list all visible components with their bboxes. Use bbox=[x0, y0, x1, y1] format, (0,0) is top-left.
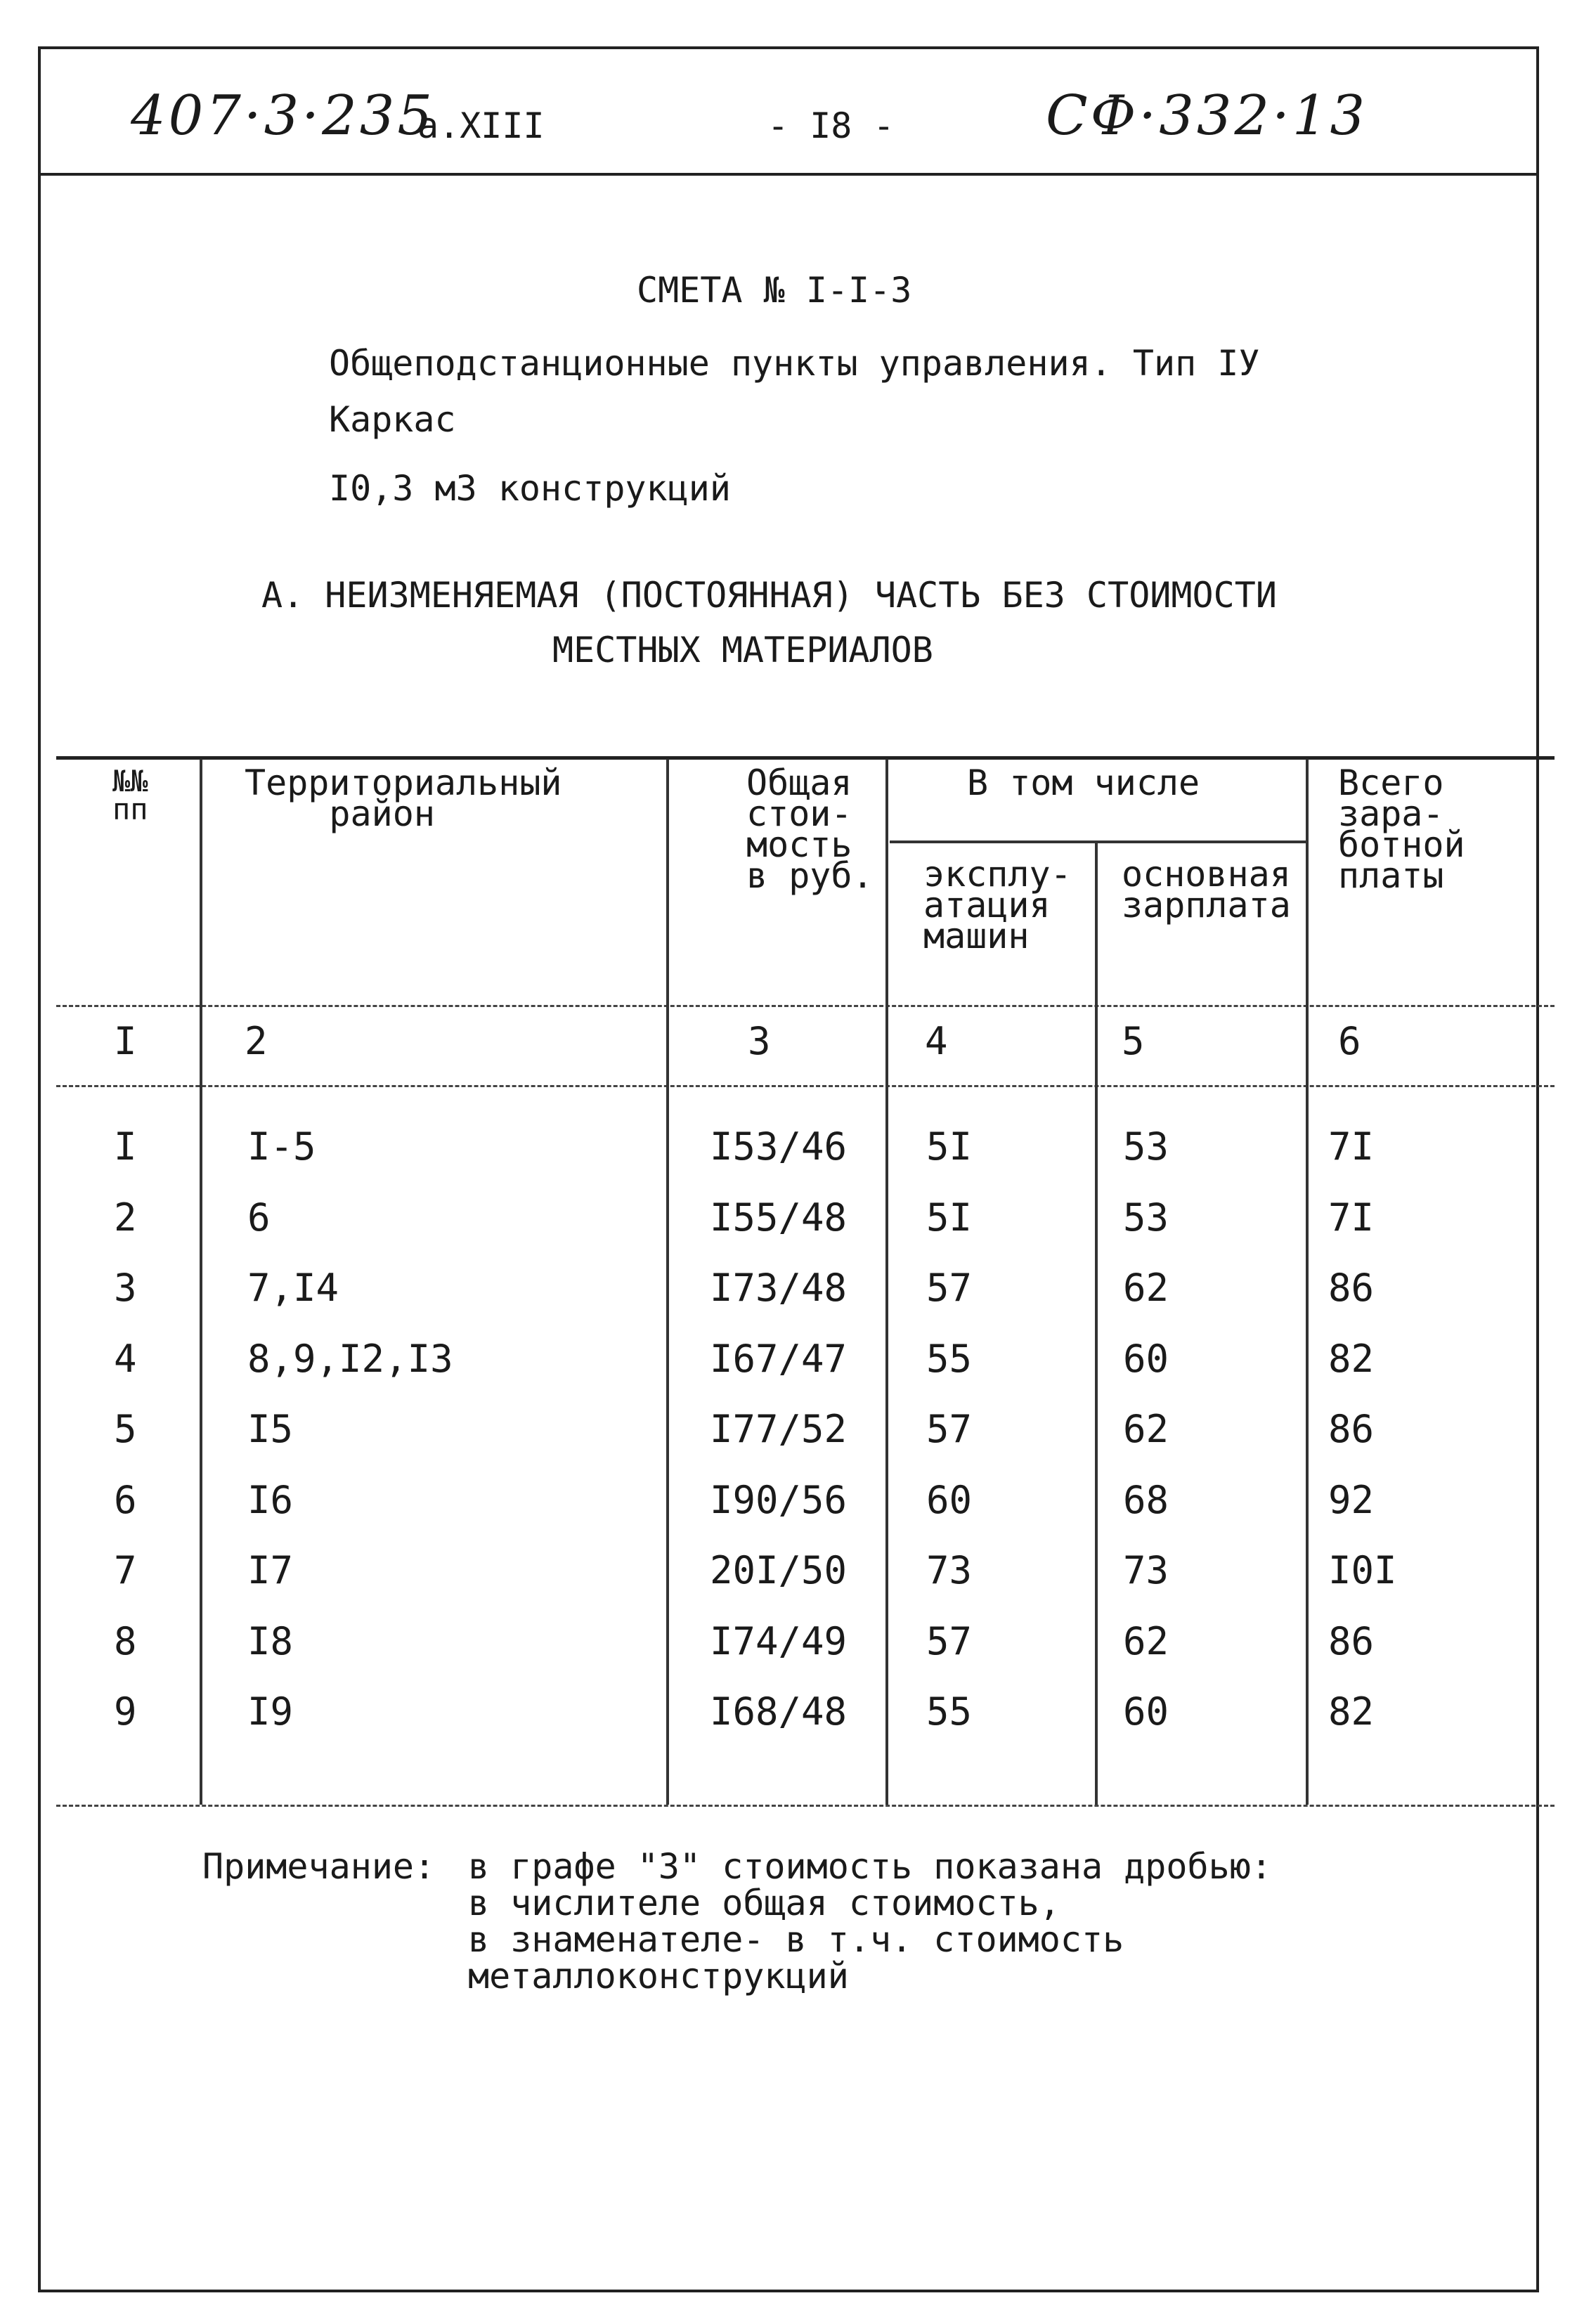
col-number-6: 6 bbox=[1338, 1019, 1361, 1063]
cell-cost: I90/56 bbox=[710, 1478, 848, 1522]
cell-total: 86 bbox=[1328, 1407, 1375, 1451]
cell-region: I8 bbox=[247, 1619, 294, 1663]
col-divider-5 bbox=[1306, 759, 1309, 1805]
col-number-3: 3 bbox=[748, 1019, 771, 1063]
cell-wage: 73 bbox=[1123, 1548, 1169, 1592]
cell-cost: I74/49 bbox=[710, 1619, 848, 1663]
col-number-2: 2 bbox=[245, 1019, 268, 1063]
col-number-1: I bbox=[114, 1019, 137, 1063]
column-numbers-rule-bottom bbox=[56, 1085, 1555, 1087]
cell-total: 7I bbox=[1328, 1195, 1375, 1240]
sheet-code: СФ·332·13 bbox=[1046, 84, 1368, 148]
cell-num: 5 bbox=[114, 1407, 137, 1451]
column-numbers-rule-top bbox=[56, 1005, 1555, 1007]
header-cost: Общая стои- мость в руб. bbox=[746, 762, 874, 896]
table-top-rule bbox=[56, 756, 1555, 760]
cell-machines: 55 bbox=[926, 1337, 973, 1381]
cell-total: I0I bbox=[1328, 1548, 1397, 1592]
cell-num: 2 bbox=[114, 1195, 137, 1240]
cell-wage: 62 bbox=[1123, 1266, 1169, 1310]
cell-region: I7 bbox=[247, 1548, 294, 1592]
header-total-wage: Всего зара- ботной платы bbox=[1338, 762, 1465, 896]
cell-wage: 60 bbox=[1123, 1337, 1169, 1381]
cell-region: I-5 bbox=[247, 1124, 316, 1169]
cell-wage: 68 bbox=[1123, 1478, 1169, 1522]
cell-machines: 60 bbox=[926, 1478, 973, 1522]
cell-total: 82 bbox=[1328, 1689, 1375, 1734]
header-machines: эксплу- атация машин bbox=[923, 854, 1072, 956]
cell-machines: 73 bbox=[926, 1548, 973, 1592]
cell-num: 4 bbox=[114, 1337, 137, 1381]
cell-machines: 55 bbox=[926, 1689, 973, 1734]
cell-total: 86 bbox=[1328, 1266, 1375, 1310]
cell-wage: 53 bbox=[1123, 1124, 1169, 1169]
col-divider-2 bbox=[666, 759, 669, 1805]
cell-region: 7,I4 bbox=[247, 1266, 339, 1310]
header-region: Территориальный район bbox=[245, 762, 562, 834]
cell-cost: I55/48 bbox=[710, 1195, 848, 1240]
table-bottom-rule bbox=[56, 1805, 1555, 1807]
subheader-rule bbox=[890, 840, 1307, 843]
cell-num: 8 bbox=[114, 1619, 137, 1663]
doc-code: 407·3·235 bbox=[131, 84, 435, 148]
object-name: Общеподстанционные пункты управления. Тип IУ bbox=[329, 343, 1260, 384]
header-divider bbox=[38, 173, 1539, 176]
cell-num: 3 bbox=[114, 1266, 137, 1310]
col-divider-1 bbox=[200, 759, 202, 1805]
cell-region: 6 bbox=[247, 1195, 271, 1240]
cell-num: 7 bbox=[114, 1548, 137, 1592]
cell-machines: 5I bbox=[926, 1124, 973, 1169]
object-part: Каркас bbox=[329, 399, 456, 440]
col-divider-3 bbox=[885, 759, 888, 1805]
cell-region: I5 bbox=[247, 1407, 294, 1451]
cell-total: 86 bbox=[1328, 1619, 1375, 1663]
cell-cost: I77/52 bbox=[710, 1407, 848, 1451]
object-volume: I0,3 м3 конструкций bbox=[329, 468, 731, 509]
estimate-title: СМЕТА № I-I-3 bbox=[637, 270, 912, 311]
cell-machines: 5I bbox=[926, 1195, 973, 1240]
col-divider-4 bbox=[1095, 840, 1098, 1805]
cell-num: 9 bbox=[114, 1689, 137, 1734]
cell-total: 82 bbox=[1328, 1337, 1375, 1381]
cell-wage: 60 bbox=[1123, 1689, 1169, 1734]
cell-cost: I67/47 bbox=[710, 1337, 848, 1381]
cell-cost: I68/48 bbox=[710, 1689, 848, 1734]
album-number: а.XIII bbox=[417, 105, 545, 146]
cell-total: 92 bbox=[1328, 1478, 1375, 1522]
header-including: В том числе bbox=[967, 762, 1200, 803]
section-title-line1: А. НЕИЗМЕНЯЕМАЯ (ПОСТОЯННАЯ) ЧАСТЬ БЕЗ СТОИМОСТИ bbox=[261, 575, 1277, 616]
cell-total: 7I bbox=[1328, 1124, 1375, 1169]
cell-wage: 62 bbox=[1123, 1407, 1169, 1451]
cell-machines: 57 bbox=[926, 1407, 973, 1451]
cell-num: I bbox=[114, 1124, 137, 1169]
cell-wage: 62 bbox=[1123, 1619, 1169, 1663]
cell-region: I9 bbox=[247, 1689, 294, 1734]
col-number-4: 4 bbox=[925, 1019, 948, 1063]
header-wage: основная зарплата bbox=[1122, 854, 1291, 926]
note-text: в графе "3" стоимость показана дробью: в числителе общая стоимость, в знаменателе- в т.ч. стоимость металлоконструкций bbox=[468, 1846, 1272, 1997]
cell-region: I6 bbox=[247, 1478, 294, 1522]
header-num: №№ пп bbox=[112, 764, 148, 826]
cell-num: 6 bbox=[114, 1478, 137, 1522]
cell-machines: 57 bbox=[926, 1619, 973, 1663]
cell-cost: I73/48 bbox=[710, 1266, 848, 1310]
cell-wage: 53 bbox=[1123, 1195, 1169, 1240]
page-number: - I8 - bbox=[767, 105, 895, 146]
cell-cost: 20I/50 bbox=[710, 1548, 848, 1592]
cell-region: 8,9,I2,I3 bbox=[247, 1337, 453, 1381]
cell-machines: 57 bbox=[926, 1266, 973, 1310]
col-number-5: 5 bbox=[1122, 1019, 1145, 1063]
cell-cost: I53/46 bbox=[710, 1124, 848, 1169]
section-title-line2: МЕСТНЫХ МАТЕРИАЛОВ bbox=[552, 630, 933, 670]
note-label: Примечание: bbox=[202, 1846, 436, 1887]
